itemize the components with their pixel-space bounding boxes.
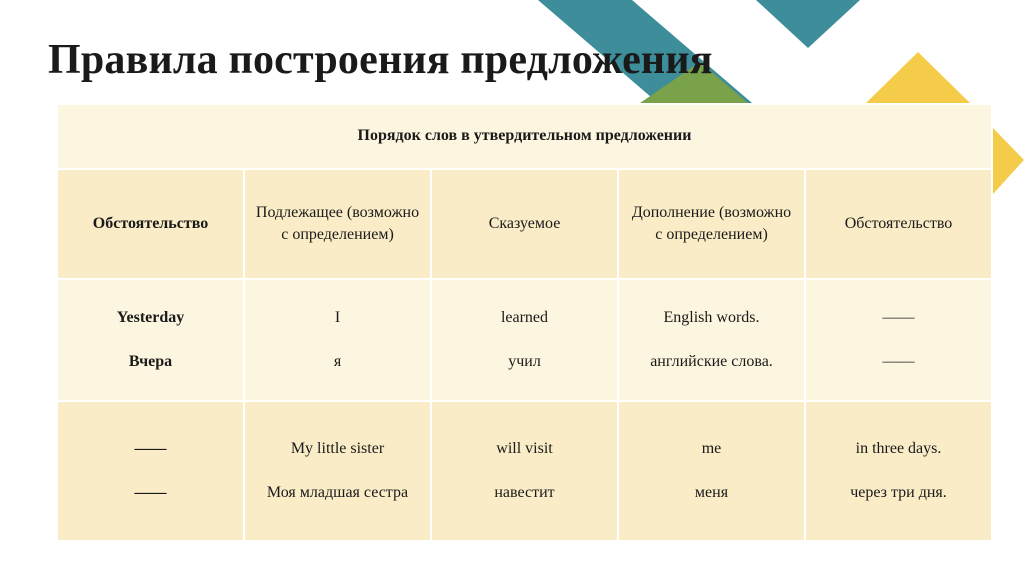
- table-cell: [57, 279, 244, 401]
- cell-russian: через три дня.: [850, 484, 947, 501]
- cell-russian: английские слова.: [650, 353, 773, 370]
- cell-english: in three days.: [855, 439, 942, 457]
- table-cell: [431, 279, 618, 401]
- cell-russian: ——: [882, 353, 915, 370]
- table-cell: [805, 279, 992, 401]
- table-cell: [618, 401, 805, 541]
- cell-english: me: [701, 439, 722, 457]
- column-header-predicate: Сказуемое: [431, 169, 618, 279]
- column-header-subject: Подлежащее (возможно с определением): [244, 169, 431, 279]
- cell-russian: учил: [508, 353, 541, 370]
- yellow-triangle-shape: [866, 52, 970, 103]
- table-cell: [244, 279, 431, 401]
- cell-russian: навестит: [494, 484, 555, 501]
- column-header-object: Дополнение (возможно с определением): [618, 169, 805, 279]
- cell-english: ——: [134, 439, 167, 457]
- table-caption: Порядок слов в утвердительном предложении: [57, 104, 992, 169]
- table-cell: [431, 401, 618, 541]
- cell-english: learned: [500, 308, 549, 326]
- cell-russian: я: [333, 353, 342, 370]
- cell-english: will visit: [496, 439, 553, 457]
- cell-russian: Моя младшая сестра: [266, 484, 409, 501]
- table-cell: [57, 401, 244, 541]
- cell-english: My little sister: [290, 439, 385, 457]
- table-cell: [618, 279, 805, 401]
- table-row: [57, 279, 992, 401]
- cell-english: ——: [882, 308, 915, 326]
- page-title: Правила построения предложения: [48, 37, 713, 83]
- word-order-table: [56, 103, 993, 542]
- cell-english: I: [334, 308, 341, 326]
- cell-english: English words.: [663, 308, 760, 326]
- table-caption-row: [57, 104, 992, 169]
- cell-russian: меня: [694, 484, 729, 501]
- cell-russian: ——: [134, 484, 167, 501]
- column-header-adverbial-1: Обстоятельство: [57, 169, 244, 279]
- table-cell: [805, 401, 992, 541]
- column-header-adverbial-2: Обстоятельство: [805, 169, 992, 279]
- table-cell: [244, 401, 431, 541]
- cell-russian: Вчера: [128, 353, 173, 370]
- teal-triangle-shape: [756, 0, 860, 48]
- table-header-row: [57, 169, 992, 279]
- table-row: [57, 401, 992, 541]
- yellow-side-shape: [993, 128, 1024, 194]
- cell-english: Yesterday: [116, 308, 185, 326]
